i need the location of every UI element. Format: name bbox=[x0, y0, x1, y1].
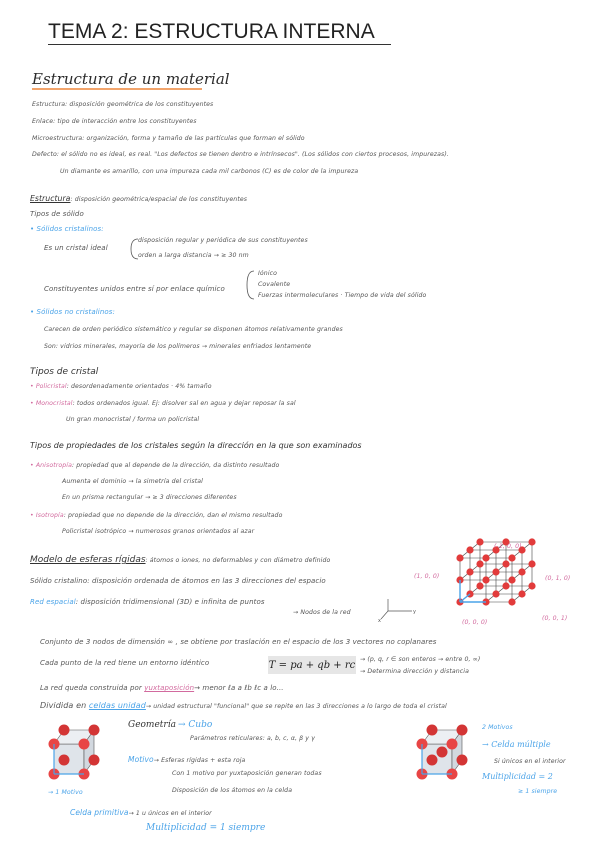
lattice-node bbox=[466, 546, 473, 553]
lattice-node bbox=[476, 560, 483, 567]
motivo-rest: → Esferas rígidas + esta roja bbox=[153, 757, 246, 764]
cada-punto-line: Cada punto de la red tiene un entorno idéntico bbox=[40, 659, 210, 667]
lattice-node bbox=[528, 560, 535, 567]
isotropia-text: : propiedad que no depende de la dirección, dan el mismo resultado bbox=[63, 512, 283, 519]
cell-corner-atom bbox=[457, 755, 468, 766]
lattice-node bbox=[466, 568, 473, 575]
cell-corner-atom bbox=[457, 725, 468, 736]
lattice-label-bottom-right: (0, 0, 1) bbox=[542, 615, 568, 622]
solidos-cristalinos-label: • Sólidos cristalinos: bbox=[30, 225, 104, 233]
lattice-node bbox=[518, 590, 525, 597]
lattice-node bbox=[492, 590, 499, 597]
translation-formula: T = pa + qb + rc bbox=[268, 656, 356, 674]
estructura-label: Estructura bbox=[30, 194, 71, 203]
estructura-heading bbox=[30, 194, 247, 203]
motivo-2: Con 1 motivo por yuxtaposición generan todas bbox=[172, 770, 322, 777]
monocristal-label: • Monocristal bbox=[30, 400, 73, 407]
cristal-b: orden a larga distancia → ≥ 30 nm bbox=[138, 252, 249, 259]
modelo-def: : átomos o iones, no deformables y con diámetro definido bbox=[145, 557, 331, 564]
lattice-label-right: (0, 1, 0) bbox=[545, 575, 571, 582]
tipos-cristal-heading: Tipos de cristal bbox=[30, 367, 99, 377]
policristal-label: • Policristal bbox=[30, 383, 67, 390]
lattice-node bbox=[482, 576, 489, 583]
anisotropia-3: En un prisma rectangular → ≥ 3 direcciones diferentes bbox=[62, 494, 237, 501]
axes-sketch bbox=[378, 597, 418, 623]
lattice-node bbox=[502, 582, 509, 589]
anisotropia-label: • Anisotropía bbox=[30, 462, 72, 469]
lattice-label-bottom: (0, 0, 0) bbox=[462, 619, 488, 626]
page-title: TEMA 2: ESTRUCTURA INTERNA bbox=[48, 20, 375, 43]
lattice-node bbox=[456, 554, 463, 561]
heading-underline bbox=[32, 88, 202, 90]
line-estructura: Estructura: disposición geométrica de los constituyentes bbox=[32, 101, 214, 108]
right-motivos: 2 Motivos bbox=[482, 724, 513, 731]
lattice-node bbox=[508, 576, 515, 583]
cell-corner-atom bbox=[59, 755, 70, 766]
lattice-node bbox=[502, 560, 509, 567]
celdas-unidad-rest: → unidad estructural "funcional" que se repite en las 3 direcciones a lo largo de toda el cristal bbox=[145, 703, 447, 710]
svg-text:y: y bbox=[413, 609, 416, 615]
lattice-vector-c bbox=[460, 594, 470, 602]
isotropia-2: Policristal isotrópico → numerosos granos orientados al azar bbox=[62, 528, 255, 535]
cell-corner-atom bbox=[427, 725, 438, 736]
cell-corner-atom bbox=[89, 725, 100, 736]
anisotropia-2: Aumenta el dominio → la simetría del cristal bbox=[62, 478, 203, 485]
svg-text:x: x bbox=[378, 618, 381, 624]
nodos-red: → Nodos de la red bbox=[293, 609, 351, 616]
line-diamante: Un diamante es amarillo, con una impureza cada mil carbonos (C) es de color de la impureza bbox=[60, 168, 359, 175]
line-defecto: Defecto: el sólido no es ideal, es real. "Los defectos se tienen dentro e intrínsecos". (Los sólidos con ciertos procesos, impurezas). bbox=[32, 151, 449, 158]
formula-note-1: → (p, q, r ∈ son enteros → entre 0, ∞) bbox=[360, 656, 481, 663]
section-heading-estructura-material: Estructura de un material bbox=[32, 70, 230, 88]
celdas-unidad-label: celdas unidad bbox=[88, 701, 146, 710]
propiedades-heading: Tipos de propiedades de los cristales según la dirección en la que son examinados bbox=[30, 441, 362, 450]
estructura-def: : disposición geométrica/espacial de los constituyentes bbox=[70, 196, 248, 203]
cell-corner-atom bbox=[427, 755, 438, 766]
multiplicidad-2-note: ≥ 1 siempre bbox=[518, 788, 558, 795]
cubo-label: → Cubo bbox=[178, 720, 213, 730]
line-microestructura: Microestructura: organización, forma y tamaño de las partículas que forman el sólido bbox=[32, 135, 305, 142]
solidos-no-cristalinos-label: • Sólidos no cristalinos: bbox=[30, 308, 115, 316]
lattice-node bbox=[528, 538, 535, 545]
constituyentes: Constituyentes unidos entre sí por enlace químico bbox=[44, 285, 225, 293]
cristal-ideal: Es un cristal ideal bbox=[44, 244, 108, 252]
solido-cristalino-line: Sólido cristalino: disposición ordenada de átomos en las 3 direcciones del espacio bbox=[30, 577, 326, 585]
lattice-node bbox=[482, 554, 489, 561]
dividida-label: Dividida en bbox=[40, 701, 87, 710]
tipos-solido: Tipos de sólido bbox=[30, 210, 84, 218]
formula-note-2: → Determina dirección y distancia bbox=[360, 668, 469, 675]
red-espacial-label: Red espacial bbox=[30, 598, 76, 606]
motivo-3: Disposición de los átomos en la celda bbox=[172, 787, 293, 794]
red-construida: La red queda construida por bbox=[40, 684, 142, 692]
lattice-label-left: (1, 0, 0) bbox=[414, 573, 440, 580]
modelo-heading: Modelo de esferas rígidas bbox=[30, 555, 146, 565]
title-underline bbox=[48, 44, 391, 45]
no-cristalinos-1: Carecen de orden periódico sistemático y regular se disponen átomos relativamente grandes bbox=[44, 326, 343, 333]
geometria-label: Geometría bbox=[128, 720, 176, 730]
right-interior: Si únicos en el interior bbox=[494, 758, 566, 765]
red-espacial-text: : disposición tridimensional (3D) e infinita de puntos bbox=[75, 598, 265, 606]
lattice-node bbox=[476, 538, 483, 545]
unit-cell-primitive bbox=[40, 718, 108, 786]
cell-corner-atom bbox=[447, 739, 458, 750]
anisotropia-text: : propiedad que al depende de la dirección, da distinto resultado bbox=[72, 462, 280, 469]
monocristal-text: : todos ordenados igual. Ej: disolver sal en agua y dejar reposar la sal bbox=[72, 400, 296, 407]
left-motivo: → 1 Motivo bbox=[48, 789, 83, 796]
unit-cell-multiple bbox=[408, 718, 476, 786]
no-cristalinos-2: Son: vidrios minerales, mayoría de los polímeros → minerales enfriados lentamente bbox=[44, 343, 312, 350]
cell-corner-atom bbox=[59, 725, 70, 736]
enlace-fuerzas: Fuerzas intermoleculares · Tiempo de vida del sólido bbox=[258, 292, 427, 299]
lattice-node bbox=[476, 582, 483, 589]
lattice-label-top: (-1, 0, 0) bbox=[494, 543, 522, 550]
line-enlace: Enlace: tipo de interacción entre los constituyentes bbox=[32, 118, 197, 125]
multiplicidad-2: Multiplicidad = 2 bbox=[482, 772, 553, 781]
brace-enlace bbox=[244, 270, 256, 300]
yuxtaposicion-rest: → menor ℓa a ℓb ℓc a lo... bbox=[194, 684, 284, 692]
lattice-node bbox=[528, 582, 535, 589]
motivo-label: Motivo bbox=[128, 755, 154, 764]
lattice-node bbox=[508, 598, 515, 605]
policristal-text: : desordenadamente orientados · 4% tamaño bbox=[66, 383, 212, 390]
lattice-node bbox=[518, 568, 525, 575]
yuxtaposicion-label: yuxtaposición bbox=[144, 684, 195, 692]
cell-corner-atom bbox=[89, 755, 100, 766]
cell-corner-atom bbox=[79, 739, 90, 750]
multiplicidad-1: Multiplicidad = 1 siempre bbox=[146, 823, 266, 833]
celda-primitiva-label: Celda primitiva bbox=[70, 808, 129, 817]
celda-primitiva-rest: → 1 u únicos en el interior bbox=[128, 810, 212, 817]
enlace-ionico: Iónico bbox=[258, 270, 278, 277]
cubic-lattice-figure bbox=[430, 540, 550, 625]
conjunto-line: Conjunto de 3 nodos de dimensión ∞ , se obtiene por traslación en el espacio de los 3 vectores no coplanares bbox=[40, 638, 437, 646]
enlace-covalente: Covalente bbox=[258, 281, 291, 288]
cell-center-atom bbox=[437, 747, 448, 758]
parametros-reticulares: Parámetros reticulares: a, b, c, α, β y γ bbox=[190, 735, 315, 742]
lattice-node bbox=[492, 568, 499, 575]
celda-multiple-label: → Celda múltiple bbox=[482, 740, 551, 749]
lattice-node bbox=[508, 554, 515, 561]
cristal-a: disposición regular y periódica de sus constituyentes bbox=[138, 237, 308, 244]
monocristal-text2: Un gran monocristal / forma un policristal bbox=[66, 416, 200, 423]
isotropia-label: • Isotropía bbox=[30, 512, 64, 519]
